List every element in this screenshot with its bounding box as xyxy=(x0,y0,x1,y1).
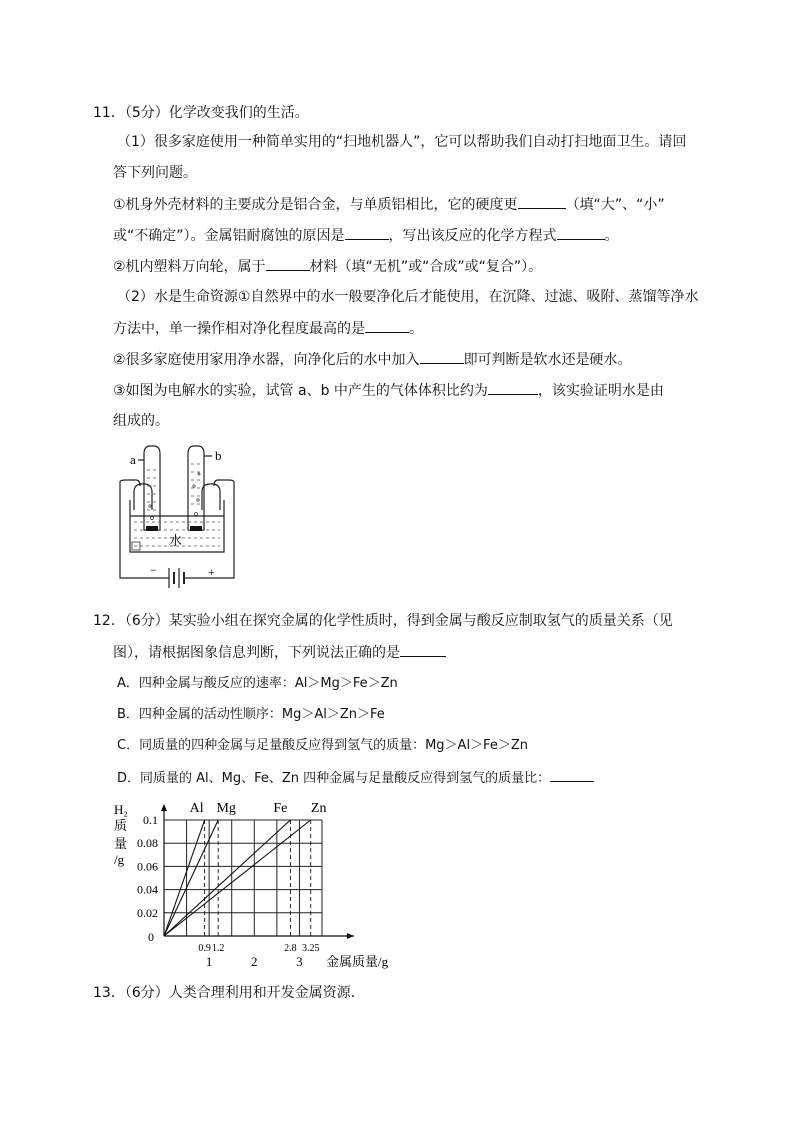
series-label-zn: Zn xyxy=(310,801,327,816)
q12-option-a: A．四种金属与酸反应的速率：Al＞Mg＞Fe＞Zn xyxy=(117,676,398,691)
q11-water3-text-b: ，该实验证明水是由 xyxy=(537,383,664,399)
q11-water3-text-a: ③如图为电解水的实验，试管 a、b 中产生的气体体积比约为 xyxy=(113,383,488,399)
q11-part1-line2: 答下列问题。 xyxy=(113,165,197,181)
answer-blank-volume-ratio[interactable] xyxy=(488,380,538,395)
chart-grid xyxy=(161,804,354,939)
negative-terminal-label: − xyxy=(150,563,157,577)
tube-a-label: a xyxy=(130,452,136,467)
positive-terminal-label: + xyxy=(208,565,215,579)
q11-item1-text-d: ，写出该反应的化学方程式 xyxy=(388,228,557,244)
x-tick-label-major: 3 xyxy=(296,954,303,969)
series-line-mg xyxy=(164,820,218,936)
q11-water2-text-a: ②很多家庭使用家用净水器，向净化后的水中加入 xyxy=(113,352,420,368)
series-label-fe: Fe xyxy=(273,801,288,816)
origin-label: 0 xyxy=(148,930,154,944)
q12-header: 12．（6分）某实验小组在探究金属的化学性质时，得到金属与酸反应制取氢气的质量关系（见 xyxy=(93,613,673,629)
q11-item1-text-e: 。 xyxy=(604,228,619,244)
q11-item1-line2 xyxy=(113,225,619,246)
q11-item1-text-b: （填“大”、“小” xyxy=(565,197,665,213)
x-axis-arrow xyxy=(347,933,354,939)
chart-ylabel xyxy=(114,802,128,867)
x-tick-label: 2.8 xyxy=(284,943,297,954)
q11-item1-text-a: ①机身外壳材料的主要成分是铝合金，与单质铝相比，它的硬度更 xyxy=(113,197,518,213)
q12-header-text: 图），请根据图象信息判断，下列说法正确的是 xyxy=(113,645,400,661)
answer-blank-mass-ratio[interactable] xyxy=(550,767,594,782)
x-tick-label: 1.2 xyxy=(211,943,225,954)
answer-blank-purification[interactable] xyxy=(365,318,409,333)
q11-part2-line2 xyxy=(113,318,423,339)
answer-blank-choice[interactable] xyxy=(400,642,446,657)
q12-option-d-text: D．同质量的 Al、Mg、Fe、Zn 四种金属与足量酸反应得到氢气的质量比： xyxy=(117,771,551,786)
q11-part2-line1: （2）水是生命资源①自然界中的水一般要净化后才能使用，在沉降、过滤、吸附、蒸馏等净水 xyxy=(117,289,699,305)
q12-header-line2 xyxy=(113,642,446,663)
q11-item1-line1 xyxy=(113,194,665,215)
q11-header: 11．（5分）化学改变我们的生活。 xyxy=(93,105,309,121)
q11-item2-text-b: 材料（填“无机”或“合成”或“复合”）。 xyxy=(309,259,543,275)
q11-water2-text-b: 即可判断是软水还是硬水。 xyxy=(463,352,632,368)
q11-water-item3-end: 组成的。 xyxy=(113,413,169,429)
y-tick-label: 0.02 xyxy=(137,905,158,920)
hydrogen-mass-chart xyxy=(110,796,410,974)
y-tick-label: 0.08 xyxy=(137,836,158,851)
q11-water-item3 xyxy=(113,380,664,401)
answer-blank-hardness[interactable] xyxy=(518,194,566,209)
series-line-zn xyxy=(164,820,311,936)
water-label: 水 xyxy=(169,533,183,548)
q11-item2 xyxy=(113,256,542,277)
q13-header: 13．（6分）人类合理利用和开发金属资源． xyxy=(93,985,365,1001)
tube-b-label: b xyxy=(215,448,222,463)
answer-blank-equation[interactable] xyxy=(557,225,605,240)
series-label-mg: Mg xyxy=(216,801,236,816)
chart-series xyxy=(164,801,326,936)
y-tick-label: 0.04 xyxy=(137,882,158,897)
ylabel-line-1: H₂ xyxy=(114,802,128,817)
q11-item2-text-a: ②机内塑料万向轮，属于 xyxy=(113,259,266,275)
y-axis-arrow xyxy=(161,804,167,811)
ylabel-line-4: /g xyxy=(114,852,125,867)
q11-part2-text-b: 。 xyxy=(409,321,423,337)
x-tick-label: 3.25 xyxy=(301,943,320,954)
chart-xlabel: 金属质量/g xyxy=(326,954,389,969)
ylabel-line-2: 质 xyxy=(114,818,128,833)
q12-option-b: B．四种金属的活动性顺序：Mg＞Al＞Zn＞Fe xyxy=(117,707,385,722)
series-label-al: Al xyxy=(189,801,204,816)
q11-item1-text-c: 或“不确定”）。金属铝耐腐蚀的原因是 xyxy=(113,228,345,244)
answer-blank-corrosion-reason[interactable] xyxy=(345,225,389,240)
y-tick-label: 0.1 xyxy=(143,813,158,827)
x-tick-label-major: 2 xyxy=(251,954,258,969)
q11-part2-text-a: 方法中，单一操作相对净化程度最高的是 xyxy=(113,321,365,337)
y-tick-label: 0.06 xyxy=(137,859,158,874)
series-line-al xyxy=(164,820,205,936)
q12-option-c: C．同质量的四种金属与足量酸反应得到氢气的质量：Mg＞Al＞Fe＞Zn xyxy=(117,738,528,753)
electrolysis-figure xyxy=(112,442,242,598)
x-tick-label-major: 1 xyxy=(205,954,213,969)
ylabel-line-3: 量 xyxy=(114,836,128,851)
x-tick-label: 0.9 xyxy=(198,943,211,954)
answer-blank-material[interactable] xyxy=(266,256,310,271)
series-line-fe xyxy=(164,820,290,936)
answer-blank-reagent[interactable] xyxy=(420,349,464,364)
q11-part1-line1: （1）很多家庭使用一种简单实用的“扫地机器人”，它可以帮助我们自动打扫地面卫生。请回 xyxy=(117,134,687,150)
q11-water-item2 xyxy=(113,349,632,370)
q12-option-d xyxy=(117,767,594,789)
